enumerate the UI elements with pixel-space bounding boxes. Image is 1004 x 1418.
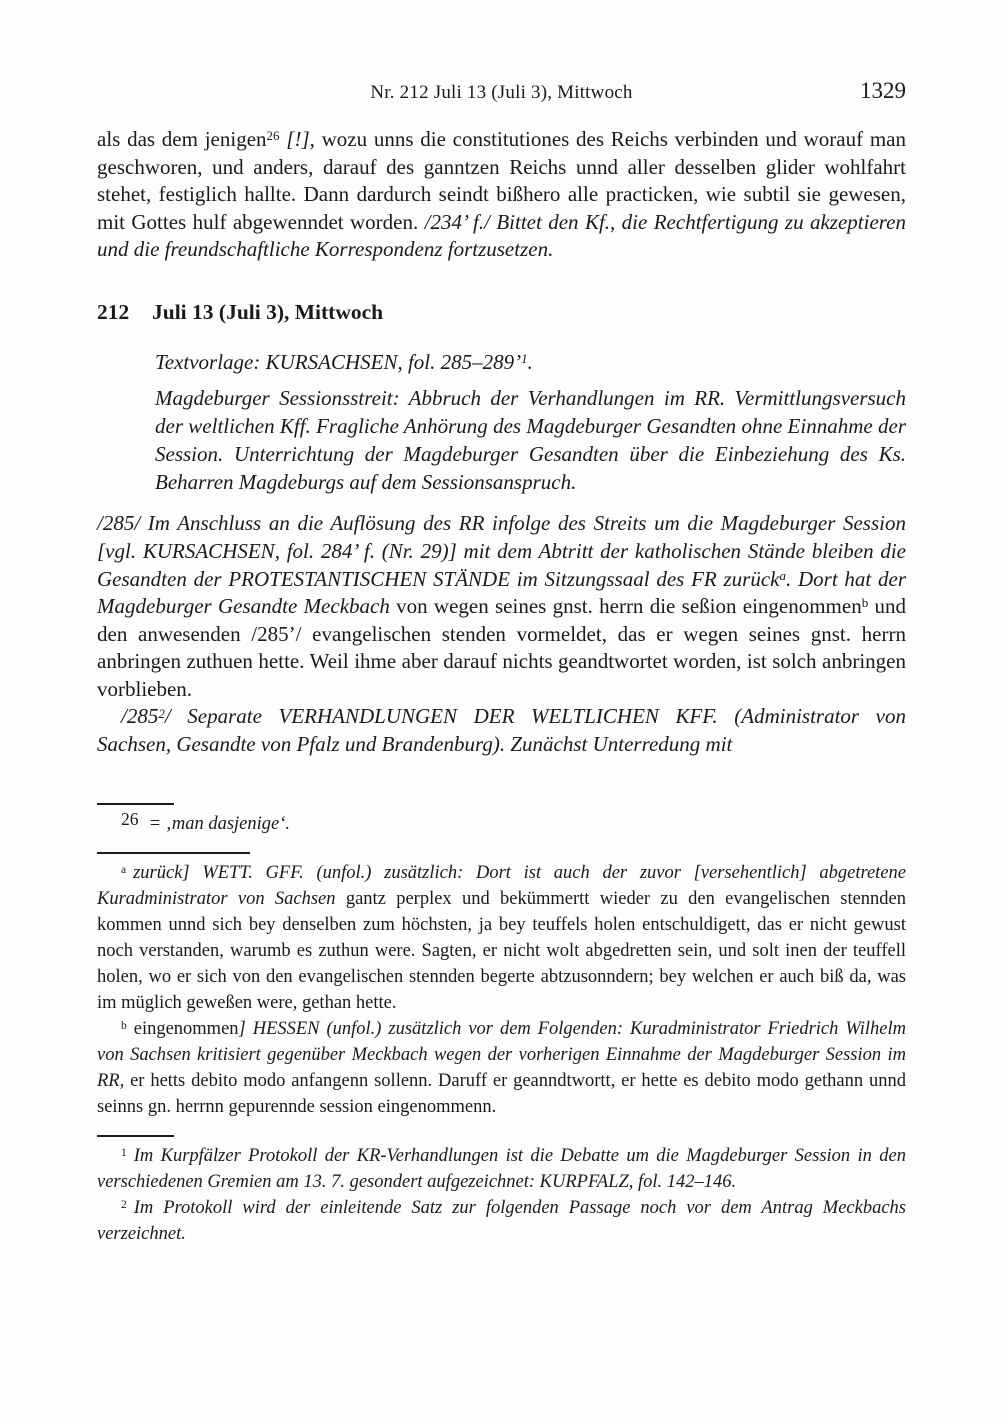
footnote-apparatus-a (97, 860, 906, 1016)
footnotes-section (97, 803, 906, 1247)
running-header (97, 78, 906, 108)
footnote-rule-commentary (97, 1135, 174, 1137)
footnote-ref-26: 26 (266, 128, 280, 144)
text-run: Im Protokoll wird der einleitende Satz zur folgenden Passage noch vor dem Antrag Meckbachs verzeichnet. (97, 1197, 906, 1244)
entry-heading (97, 300, 906, 325)
footnote-rule-apparatus (97, 852, 250, 854)
entry-title: Juli 13 (Juli 3), Mittwoch (152, 299, 384, 324)
text-run: als das dem jenigen (97, 127, 267, 151)
footnote-ref-1: 1 (521, 350, 528, 366)
text-run: . Dort hat der Magdeburger Gesandte Meckbach (97, 566, 906, 619)
footnote-apparatus-b (97, 1016, 906, 1120)
running-head-title: Nr. 212 Juli 13 (Juli 3), Mittwoch (370, 82, 633, 103)
text-run: gantz perplex und bekümmertt wieder zu den evangelischen stennden kommen unnd sich bey denselben zum höchsten, ja bey teuffels holen entschuldigett, das er nicht gewust noch verstanden, warumb es zuthun were. Sagten, er nicht wolt abgedretten sein, und solt inen der teuffell holen, wo er sich von den evangelischen stennden begerte abtzusonndern; bey welchen er auch biß da, was im müglich geweßen were, gethan hette. (97, 888, 907, 1013)
footnote-marker-26: 26 (121, 809, 139, 830)
record-paragraph-1 (97, 510, 906, 703)
footnote-rule-variant (97, 803, 174, 805)
footnote-commentary-1 (97, 1143, 906, 1195)
entry-summary: Magdeburger Sessionsstreit: Abbruch der Verhandlungen im RR. Vermittlungsversuch der weltlichen Kff. Fragliche Anhörung des Magdeburger Gesandten ohne Einnahme der Session. Unterrichtung der Magdeburger Gesandten über die Einbeziehung des Ks. Beharren Magdeburgs auf dem Sessionsanspruch. (155, 385, 906, 495)
text-run: Textvorlage: KURSACHSEN, fol. 285–289’ (155, 349, 522, 374)
page-number: 1329 (860, 78, 906, 103)
text-run: . (527, 349, 533, 374)
text-run: er hetts debito modo anfangenn sollenn. Daruff er geanndtwortt, er hette es debito modo gethann unnd seinns gn. herrnn gepurennde session eingenommenn. (97, 1070, 906, 1117)
text-run: und den anwesenden /285’/ evangelischen stenden vormeldet, das er wegen seines gnst. herrn anbringen zuthuen hette. Weil ihme aber darauf nichts geandtwortet worden, ist solch anbringen vorblieben. (97, 594, 907, 701)
text-run: ] HESSEN (unfol.) zusätzlich vor dem Folgenden: Kuradministrator Friedrich Wilhelm von Sachsen kritisiert gegenüber Meckbach wegen der vorherigen Einnahme der Magdeburger Session im RR, (97, 1018, 906, 1091)
text-run: [!] (279, 127, 310, 151)
intro-paragraph (97, 126, 906, 264)
textvorlage-line (155, 350, 906, 375)
text-run: von wegen seines gnst. herrn die seßion eingenommen (389, 594, 862, 619)
text-run: /285/ Im Anschluss an die Auflösung des RR infolge des Streits um die Magdeburger Session [vgl. KURSACHSEN, fol. 284’ f. (Nr. 29)] mit dem Abtritt der katholischen Stände bleiben die Gesandten der PROTESTANTISCHEN STÄNDE im Sitzungssaal des FR zurück (97, 511, 906, 591)
entry-number: 212 (97, 299, 130, 324)
text-run: , wozu unns die constitutiones des Reichs verbinden und worauf man geschworen, und anders, darauf des ganntzen Reichs unnd aller desselben glider wohlfahrt stehet, festiglich hallte. Dann dardurch seindt bißhero alle practicken, wie subtil sie gewesen, mit Gottes hulf abgewenndet worden. (97, 127, 907, 234)
footnote-ref-b: b (861, 595, 869, 611)
folio-sup: 2 (158, 705, 165, 721)
footnote-marker-1: 1 (121, 1146, 127, 1159)
footnote-marker-a: a (121, 863, 127, 876)
text-run: zurück] WETT. GFF. (unfol.) zusätzlich: Dort ist auch der zuvor [versehentlich] abgetretene Kuradministrator von Sachsen (97, 862, 906, 909)
text-run: / Separate VERHANDLUNGEN DER WELTLICHEN KFF. (Administrator von Sachsen, Gesandte von Pfalz und Brandenburg). Zunächst Unterredung mit (97, 704, 906, 757)
text-run: = ‚man dasjenige‘. (148, 813, 291, 834)
text-run: /285 (121, 704, 159, 729)
record-paragraph-2 (97, 703, 906, 758)
text-run: /234’ f./ Bittet den Kf., die Rechtfertigung zu akzeptieren und die freundschaftliche Korrespondenz fortzusetzen. (97, 209, 906, 261)
footnote-variant-26 (97, 811, 906, 837)
footnote-marker-b: b (121, 1019, 127, 1032)
text-run: eingenommen (133, 1018, 239, 1039)
footnote-marker-2: 2 (121, 1198, 127, 1211)
text-run: Im Kurpfälzer Protokoll der KR-Verhandlungen ist die Debatte um die Magdeburger Session in den verschiedenen Gremien am 13. 7. gesondert aufgezeichnet: KURPFALZ, fol. 142–146. (97, 1145, 906, 1192)
footnote-ref-a: a (779, 567, 786, 583)
footnote-commentary-2 (97, 1195, 906, 1247)
